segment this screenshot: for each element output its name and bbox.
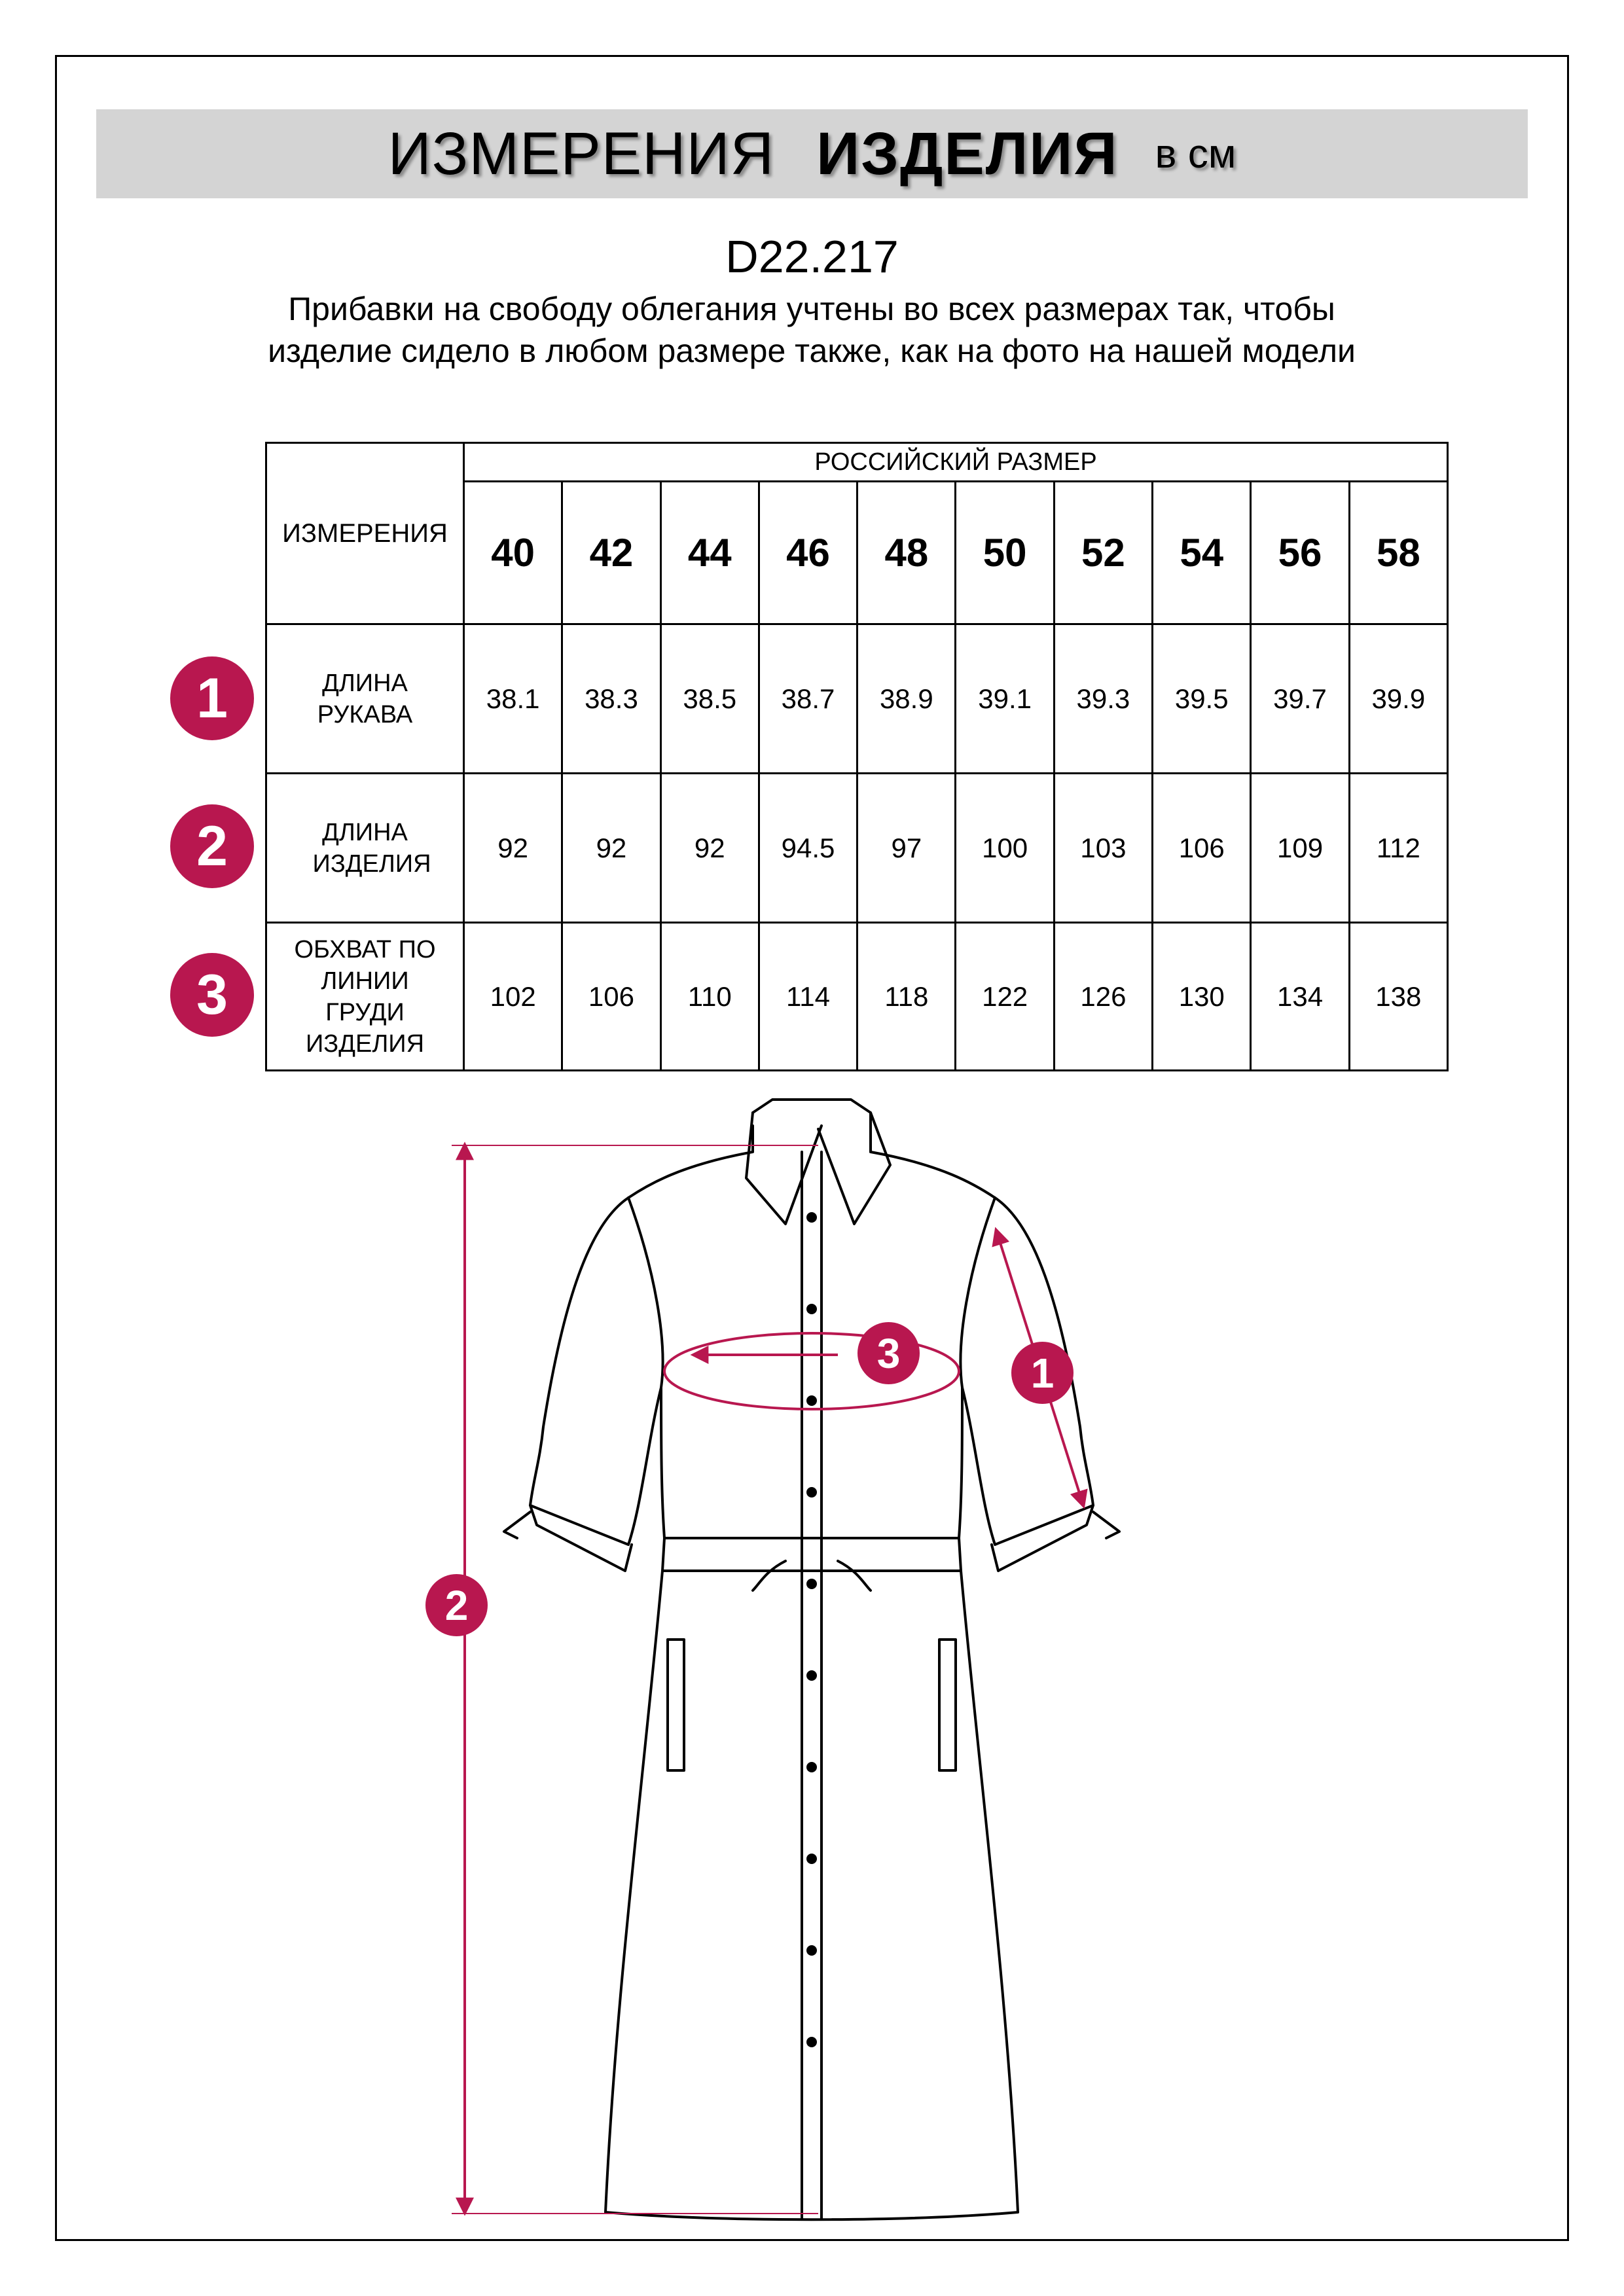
- title-regular: ИЗМЕРЕНИЯ: [388, 120, 775, 187]
- table-cell: 130: [1153, 923, 1251, 1071]
- table-cell: 102: [464, 923, 562, 1071]
- title-bold: ИЗДЕЛИЯ: [816, 120, 1119, 187]
- table-cell: 106: [1153, 774, 1251, 923]
- table-cell: 38.9: [857, 624, 956, 774]
- right-tie: [1093, 1512, 1119, 1538]
- diagram-marker-3: [857, 1322, 920, 1384]
- collar-stand: [753, 1100, 871, 1152]
- collar-right-point: [818, 1113, 890, 1224]
- table-cell: 38.1: [464, 624, 562, 774]
- size-header: 52: [1054, 482, 1152, 624]
- size-group-header: РОССИЙСКИЙ РАЗМЕР: [464, 443, 1448, 482]
- table-cell: 126: [1054, 923, 1152, 1071]
- bodice-left-side: [628, 1198, 664, 1538]
- table-cell: 118: [857, 923, 956, 1071]
- size-header: 48: [857, 482, 956, 624]
- table-cell: 112: [1349, 774, 1447, 923]
- size-header: 54: [1153, 482, 1251, 624]
- marker-number: 2: [444, 1581, 469, 1629]
- diagram-marker-2: [425, 1574, 488, 1636]
- table-cell: 122: [956, 923, 1054, 1071]
- table-cell: 134: [1251, 923, 1349, 1071]
- marker-number: 1: [1030, 1349, 1055, 1397]
- size-header: 58: [1349, 482, 1447, 624]
- table-cell: 92: [660, 774, 759, 923]
- size-header: 56: [1251, 482, 1349, 624]
- table-cell: 39.9: [1349, 624, 1447, 774]
- table-cell: 39.5: [1153, 624, 1251, 774]
- size-header: 46: [759, 482, 857, 624]
- table-cell: 100: [956, 774, 1054, 923]
- table-cell: 94.5: [759, 774, 857, 923]
- left-shoulder-line: [628, 1126, 753, 1198]
- measurements-header: ИЗМЕРЕНИЯ: [266, 443, 464, 624]
- marker-number: 1: [196, 667, 228, 730]
- right-pocket: [939, 1640, 956, 1770]
- table-cell: 110: [660, 923, 759, 1071]
- table-cell: 97: [857, 774, 956, 923]
- table-cell: 92: [464, 774, 562, 923]
- size-header: 40: [464, 482, 562, 624]
- buttons: [806, 1212, 817, 2047]
- table-cell: 106: [562, 923, 660, 1071]
- left-pocket: [668, 1640, 684, 1770]
- row-label-text: ОБХВАТ ПО ЛИНИИ ГРУДИ ИЗДЕЛИЯ: [294, 935, 436, 1058]
- row-label-text: ДЛИНА ИЗДЕЛИЯ: [312, 818, 431, 878]
- left-cuff: [530, 1505, 632, 1571]
- marker-number: 3: [876, 1329, 901, 1377]
- marker-number: 2: [196, 815, 228, 878]
- table-cell: 114: [759, 923, 857, 1071]
- collar-left-point: [746, 1113, 821, 1224]
- diagram-marker-1: [1011, 1342, 1074, 1404]
- model-code: D22.217: [725, 231, 899, 282]
- table-cell: 39.3: [1054, 624, 1152, 774]
- table-cell: 92: [562, 774, 660, 923]
- table-cell: 138: [1349, 923, 1447, 1071]
- waistband: [662, 1538, 961, 1571]
- fit-note: Прибавки на свободу облегания учтены во всех размерах так, чтобы изделие сидело в любом размере также, как на фото на нашей модели: [268, 291, 1356, 369]
- size-header: 50: [956, 482, 1054, 624]
- table-cell: 38.3: [562, 624, 660, 774]
- table-cell: 109: [1251, 774, 1349, 923]
- size-header: 42: [562, 482, 660, 624]
- bodice-right-side: [959, 1198, 995, 1538]
- left-sleeve: [530, 1198, 661, 1545]
- table-cell: 38.5: [660, 624, 759, 774]
- size-header: 44: [660, 482, 759, 624]
- left-tie: [504, 1512, 530, 1538]
- table-cell: 103: [1054, 774, 1152, 923]
- marker-number: 3: [196, 963, 228, 1026]
- table-cell: 38.7: [759, 624, 857, 774]
- title-unit: в см: [1155, 131, 1236, 177]
- table-cell: 39.1: [956, 624, 1054, 774]
- table-cell: 39.7: [1251, 624, 1349, 774]
- row-label-text: ДЛИНА РУКАВА: [317, 669, 413, 728]
- right-cuff: [992, 1505, 1093, 1571]
